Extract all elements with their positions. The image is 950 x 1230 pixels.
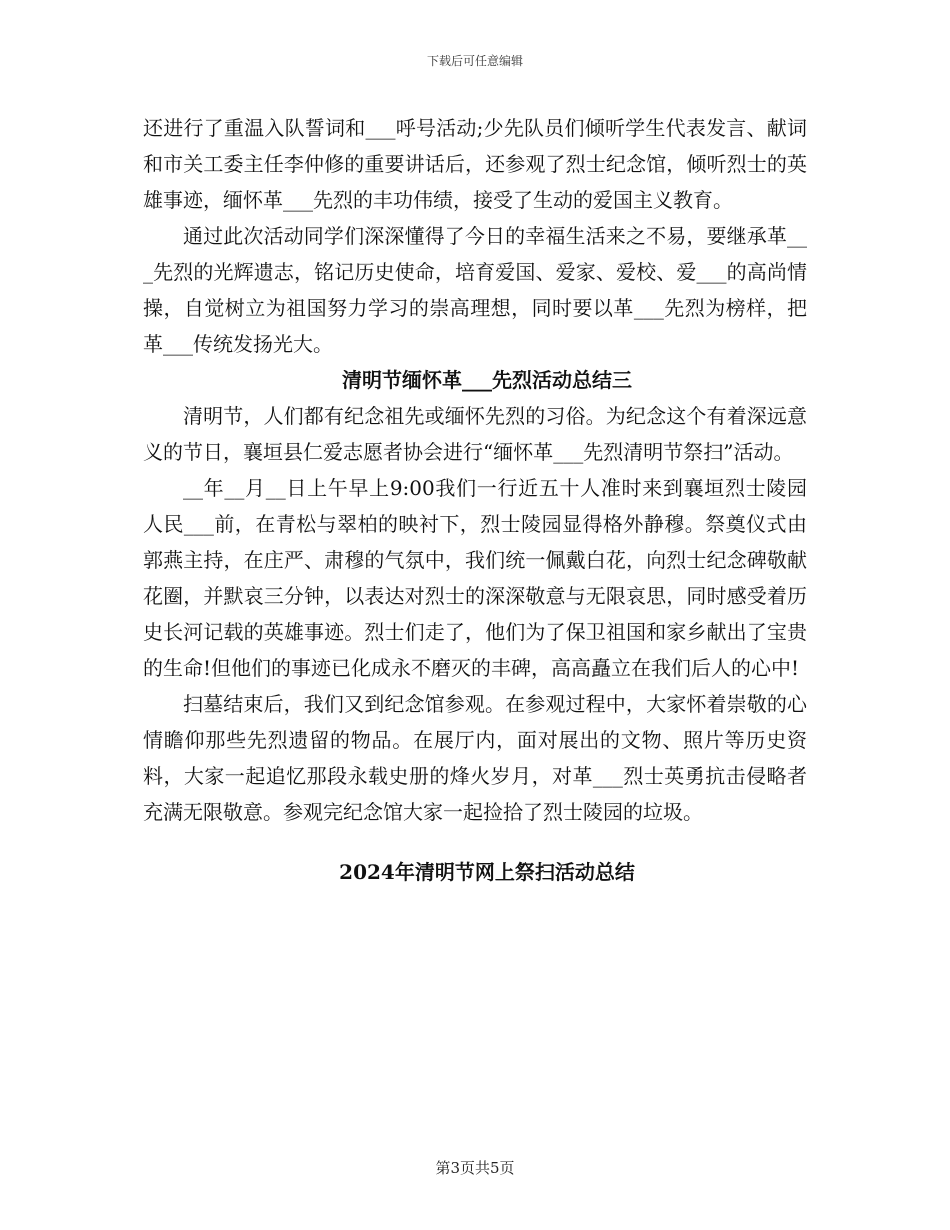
paragraph-continued: 还进行了重温入队誓词和___呼号活动;少先队员们倾听学生代表发言、献词和市关工委主任李仲修的重要讲话后，还参观了烈士纪念馆，倾听烈士的英雄事迹，缅怀革___先烈的丰功伟绩，接受了生动的爱国主义教育。 — [143, 116, 807, 212]
paragraph-museum-visit: 扫墓结束后，我们又到纪念馆参观。在参观过程中，大家怀着崇敬的心情瞻仰那些先烈遗留的物品。在展厅内，面对展出的文物、照片等历史资料，大家一起追忆那段永载史册的烽火岁月，对革___烈士英勇抗击侵略者充满无限敬意。参观完纪念馆大家一起捡拾了烈士陵园的垃圾。 — [143, 692, 807, 824]
page-number: 第3页共5页 — [435, 1159, 515, 1177]
paragraph-intro: 清明节，人们都有纪念祖先或缅怀先烈的习俗。为纪念这个有着深远意义的节日，襄垣县仁爱志愿者协会进行“缅怀革___先烈清明节祭扫”活动。 — [143, 404, 807, 464]
document-body — [143, 110, 807, 890]
page-header-note: 下载后可任意编辑 — [426, 54, 523, 68]
paragraph-ceremony: __年__月__日上午早上9:00我们一行近五十人准时来到襄垣烈士陵园人民___前，在青松与翠柏的映衬下，烈士陵园显得格外静穆。祭奠仪式由郭燕主持，在庄严、肃穆的气氛中，我们统一佩戴白花，向烈士纪念碑敬献花圈，并默哀三分钟，以表达对烈士的深深敬意与无限哀思，同时感受着历史长河记载的英雄事迹。烈士们走了，他们为了保卫祖国和家乡献出了宝贵的生命!但他们的事迹已化成永不磨灭的丰碑，高高矗立在我们后人的心中! — [143, 476, 807, 680]
section-title: 清明节缅怀革___先烈活动总结三 — [342, 368, 632, 392]
paragraph-conclusion: 通过此次活动同学们深深懂得了今日的幸福生活来之不易，要继承革___先烈的光辉遗志，铭记历史使命，培育爱国、爱家、爱校、爱___的高尚情操，自觉树立为祖国努力学习的崇高理想，同时要以革___先烈为榜样，把革___传统发扬光大。 — [143, 224, 807, 356]
next-section-title: 2024年清明节网上祭扫活动总结 — [339, 860, 635, 884]
